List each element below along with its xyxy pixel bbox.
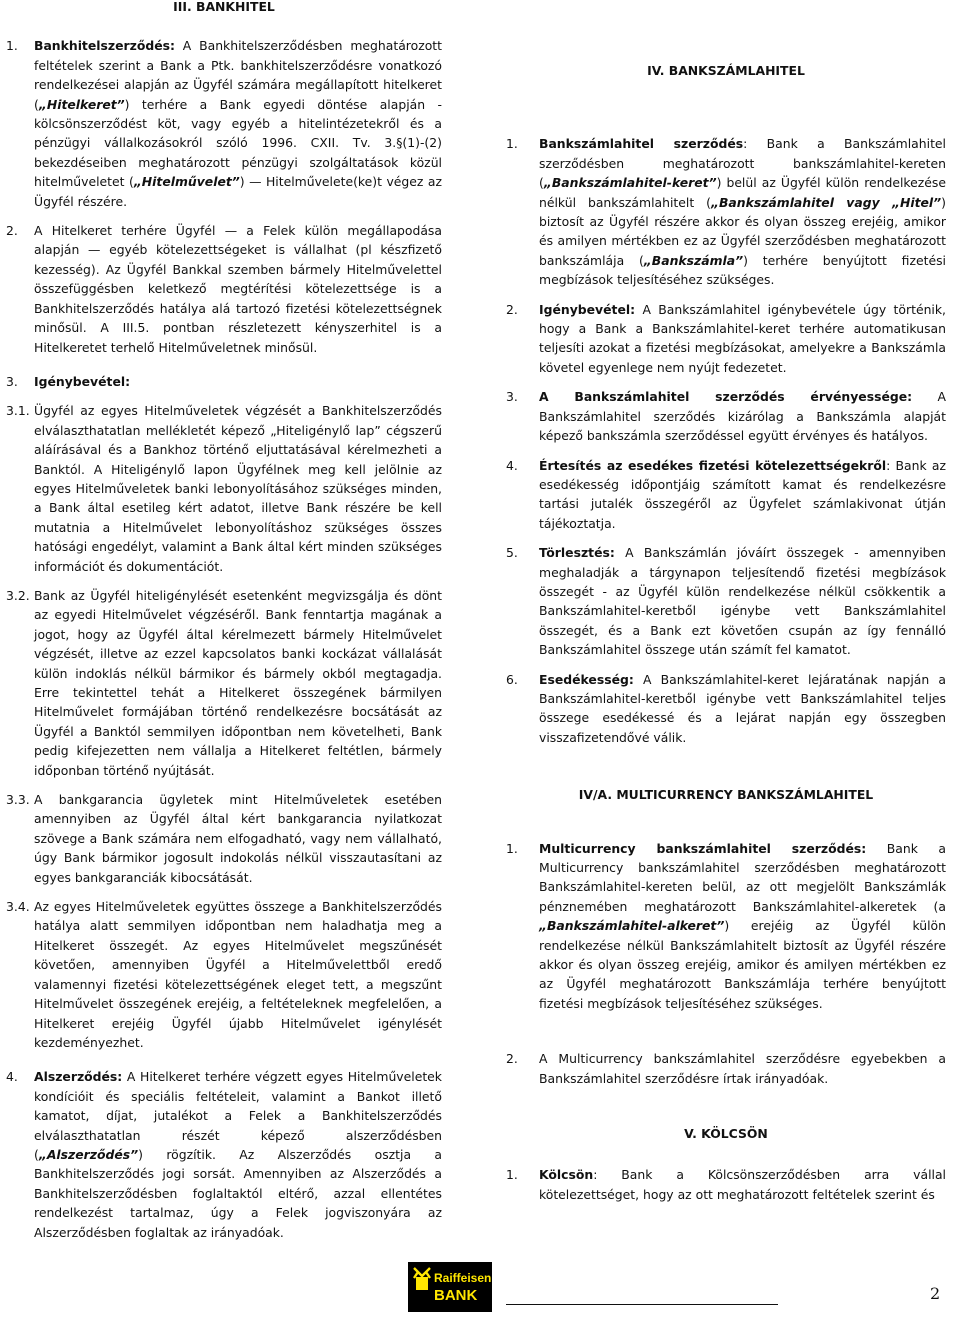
- clause-text: A Hitelkeret terhére Ügyfél — a Felek külön megállapodása alapján — egyéb kötelezettségeket is vállalhat (pl készfizető kezesség). Az Ügyfél Bankkal szemben bármely Hitelművelettel összefüggésben keletkező megtérítési kötelezettsége is a Bankhitelszerződés hatálya alá tartozó fizetési kötelezettségnek minősül. A III.5. pontban részletezett kényszerhitel is a Hitelkeretet terhelő Hitelműveletnek minősül.: [34, 223, 442, 355]
- clause-lead: Multicurrency bankszámlahitel szerződés:: [539, 840, 867, 856]
- footer-rule: [506, 1304, 778, 1305]
- clause-lead: Alszerződés:: [34, 1069, 123, 1085]
- clause-number: 3.2.: [6, 587, 30, 603]
- clause-number: 3.3.: [6, 792, 30, 808]
- text-run: : Bank az esedékesség időpontjáig számított kamat és rendelkezésre tartási jutalék összegéről az Ügyfelet számlakivonat útján tájékoztatja.: [539, 457, 946, 531]
- gable-base: [416, 1277, 428, 1290]
- term: „Bankszámla”: [643, 252, 744, 268]
- clause-text: A Multicurrency bankszámlahitel szerződésre egyebekben a Bankszámlahitel szerződésre írtak irányadóak.: [539, 1051, 946, 1086]
- clause-text: [539, 456, 946, 534]
- clause-lead: Igénybevétel:: [539, 301, 636, 317]
- clause-text: [34, 36, 442, 211]
- clause-text: [539, 387, 946, 445]
- logo-text-1: Raiffeisen: [434, 1271, 492, 1285]
- clause-3: [6, 372, 442, 391]
- text-run: ) belül az Ügyfél külön rendelkezése nélkül bankszámlahitelt (: [539, 175, 946, 210]
- left-column: [6, 0, 442, 1242]
- section-title-bankhitel: III. BANKHITEL: [173, 0, 275, 14]
- clause-number: 2.: [6, 223, 18, 239]
- term: „Hitelkeret”: [38, 96, 125, 112]
- r-clause-3: [506, 387, 946, 445]
- term: „Bankszámlahitel vagy „Hitel”: [710, 194, 942, 210]
- term: „Bankszámlahitel-alkeret”: [539, 918, 725, 934]
- clause-text: [539, 1165, 946, 1204]
- clause-lead: Bankszámlahitel szerződés: [539, 136, 744, 152]
- clause-text: [539, 543, 946, 659]
- logo-text-2: BANK: [434, 1287, 478, 1304]
- clause-number: 1.: [506, 136, 518, 152]
- text-run: A Bankhitelszerződésben meghatározott feltételek szerint a Bank a Ptk. bankhitelszerződésre vonatkozó rendelkezései alapján az Ügyfél számára megállapított hitelkeret (: [34, 38, 442, 112]
- clause-number: 2.: [506, 301, 518, 317]
- clause-1: [6, 36, 442, 211]
- clause-number: 1.: [506, 840, 518, 856]
- clause-lead: Igénybevétel:: [34, 373, 131, 389]
- clause-number: 1.: [6, 38, 18, 54]
- clause-text: [539, 670, 946, 748]
- clause-lead: Bankhitelszerződés:: [34, 38, 175, 54]
- clause-lead: Kölcsön: [539, 1167, 594, 1183]
- right-column: [506, 0, 946, 1204]
- text-run: A Bankszámlahitel igénybevétele úgy történik, hogy a Bank a Bankszámlahitel-keret terhére automatikusan teljesíti azokat a fizetési megbízásokat, amelyekre a Bankszámla követel egyenlege nem nyújt fedezetet.: [539, 301, 946, 375]
- clause-text: Ügyfél az egyes Hitelműveletek végzését a Bankhitelszerződés elválaszthatatlan mellékletét képező „Hiteligénylő lap” cégszerű aláírásával és a Bankhoz történő eljuttatásával kérelmezheti a Banktól. A Hiteligénylő lapon Ügyfélnek meg kell jelölnie az egyes Hitelműveletek banki lebonyolításához szükséges minden, a Bank által esetileg kért adatot, illetve Bank részére be kell mutatnia a Hitelművelet lebonyolításhoz szükséges összes hatósági engedélyt, valamint a Bank által kért minden szükséges információt és dokumentációt.: [34, 403, 442, 574]
- clause-3-3: [6, 790, 442, 887]
- clause-lead: Törlesztés:: [539, 545, 615, 561]
- text-run: ) rögzítik. Az Alszerződés osztja a Bankhitelszerződés jogi sorsát. Amennyiben az Alszerződés a Bankhitelszerződésben foglaltaktól eltérő, azzal ellentétes rendelkezést tartalmaz, úgy a Felek jogviszonyára az Alszerződésben foglaltak az irányadóak.: [34, 1146, 442, 1240]
- clause-number: 3.: [506, 389, 518, 405]
- term: „Bankszámlahitel-keret”: [543, 175, 717, 191]
- clause-text: [539, 839, 946, 1014]
- clause-3-4: [6, 897, 442, 1052]
- clause-number: 5.: [506, 545, 518, 561]
- page-number: 2: [930, 1284, 941, 1303]
- text-run: ) — Hitelművelete(ke)t végez az Ügyfél részére.: [34, 174, 442, 209]
- clause-lead: Értesítés az esedékes fizetési kötelezettségekről: [539, 457, 887, 473]
- text-run: A Bankszámlán jóváírt összegek - amennyiben meghaladják a tárgynapon teljesítendő fizetési megbízások összegét - az Ügyfél külön rendelkezése nélkül csökkentik a Bankszámlahitel-keretből igénybe vett Bankszámlahitel összegét, és a Bank ezt követően csupán az így fennálló Bankszámlahitel összege után számít fel kamatot.: [539, 545, 946, 658]
- section-title-kolcson: V. KÖLCSÖN: [684, 1126, 768, 1142]
- term: „Hitelművelet”: [133, 174, 240, 190]
- clause-text: Az egyes Hitelműveletek együttes összege a Bankhitelszerződés hatálya alatt semmilyen időpontban nem haladhatja meg a Hitelkeret összegét. Az egyes Hitelművelet megszűnését követően, amennyiben Ügyfél a Hitelművelettből eredő valamennyi fizetési kötelezettségének eleget tett, a megszűnt Hitelművelet összegének erejéig, a feltételeknek megfelelően, a Hitelkeret erejéig Ügyfél újabb Hitelművelet igénylését kezdeményezhet.: [34, 899, 442, 1050]
- clause-text: [539, 134, 946, 289]
- text-run: : Bank a Bankszámlahitel szerződésben meghatározott bankszámlahitel-kereten (: [539, 136, 946, 191]
- r-clause-6: [506, 670, 946, 748]
- text-run: Bank a Multicurrency bankszámlahitel szerződésben meghatározott Bankszámlahitel-kereten belül, az ott megjelölt Bankszámlák pénznemében meghatározott Bankszámlahitel-alkeretek (a: [539, 840, 946, 914]
- clause-number: 4.: [6, 1069, 18, 1085]
- section-title-multicurrency: IV/A. MULTICURRENCY BANKSZÁMLAHITEL: [578, 787, 874, 803]
- clause-number: 1.: [506, 1167, 518, 1183]
- text-run: ) terhére a Bank egyedi döntése alapján - kölcsönszerződést köt, vagy egyéb a hitelintézetekről és a pénzügyi vállalkozásokról szóló 1996. CXII. Tv. 3.§(1)-(2) bekezdéseiben meghatározott pénzügyi szolgáltatások közül hitelműveletet (: [34, 96, 442, 190]
- clause-text: [34, 1067, 442, 1242]
- clause-lead: A Bankszámlahitel szerződés érvényessége:: [539, 389, 913, 405]
- r-clause-1: [506, 134, 946, 289]
- m-clause-1: [506, 839, 946, 1014]
- k-clause-1: [506, 1165, 946, 1204]
- clause-number: 3.1.: [6, 403, 30, 419]
- text-run: A Bankszámlahitel szerződés kizárólag a Bankszámla alapját képező bankszámla szerződéssel együtt érvényes és hatályos.: [539, 389, 946, 444]
- clause-text: Bank az Ügyfél hiteligénylését esetenként megvizsgálja és dönt az egyedi Hitelművelet végzéséről. Bank fenntartja magának a jogot, hogy az Ügyfél által kérelmezett bármely Hitelművelet végzését, illetve az ezzel kapcsolatos banki kockázat vállalását külön indoklás nélkül bármikor és bármely okból megtagadja. Erre tekintettel tehát a Hitelkeret összegének bármilyen Hitelművelet formájában történő rendelkezésre bocsátását az Ügyfél a Banktól semmilyen időpontban nem követelheti, Bank pedig kifejezetten nem vállalja a Hitelkeret feltétlen, bármely időponban történő nyújtását.: [34, 587, 442, 778]
- r-clause-2: [506, 300, 946, 378]
- clause-text: [539, 300, 946, 378]
- text-run: A Hitelkeret terhére végzett egyes Hitelműveletek kondícióit és speciális feltételeit, valamint a Bankot illető kamatot, díjat, jutalékot a Felek a Bankhitelszerződés elválaszthatatlan részét képező alszerződésben (: [34, 1069, 442, 1162]
- section-title-bankszamlahitel: IV. BANKSZÁMLAHITEL: [647, 63, 805, 78]
- clause-2: [6, 221, 442, 357]
- clause-3-1: [6, 401, 442, 576]
- clause-number: 6.: [506, 671, 518, 687]
- clause-number: 3.: [6, 373, 18, 389]
- text-run: A Bankszámlahitel-keret lejáratának napján a Bankszámlahitel-keretből igénybe vett Bankszámlahitel teljes összege esedékessé és a lejárat napján egy összegben visszafizetendővé válik.: [539, 671, 946, 745]
- text-run: ) erejéig az Ügyfél külön rendelkezése nélkül Bankszámlahitelt biztosít az Ügyfél részére akkor és olyan összeg erejéig, amikor és amilyen mértékben ez az Ügyfél meghatározott Bankszámlája terhére benyújtott fizetési megbízások teljesítéséhez szükséges.: [539, 918, 946, 1011]
- clause-number: 2.: [506, 1051, 518, 1067]
- clause-number: 4.: [506, 457, 518, 473]
- raiffeisen-bank-logo: [408, 1262, 492, 1312]
- r-clause-4: [506, 456, 946, 534]
- r-clause-5: [506, 543, 946, 659]
- clause-number: 3.4.: [6, 899, 30, 915]
- m-clause-2: [506, 1049, 946, 1088]
- text-run: ) terhére benyújtott fizetési megbízások teljesítéséhez szükséges.: [539, 252, 946, 288]
- clause-4: [6, 1067, 442, 1242]
- clause-3-2: [6, 586, 442, 780]
- text-run: : Bank a Kölcsönszerződésben arra vállal kötelezettséget, hogy az ott meghatározott feltételek szerint és: [539, 1167, 946, 1202]
- clause-text: A bankgarancia ügyletek mint Hitelműveletek esetében amennyiben az Ügyfél által kért bankgarancia nyilatkozat szövege a Bank számára nem elfogadható, vagy nem vállalható, úgy Bank bármikor jogosult indokolás nélkül visszautasítani az egyes bankgaranciák kibocsátását.: [34, 792, 442, 885]
- text-run: ) biztosít az Ügyfél részére akkor és olyan összeg erejéig, amikor és amilyen mértékben ez az Ügyfél szerződésben meghatározott bankszámlája (: [539, 194, 946, 268]
- term: „Alszerződés”: [38, 1146, 139, 1162]
- clause-lead: Esedékesség:: [539, 671, 634, 687]
